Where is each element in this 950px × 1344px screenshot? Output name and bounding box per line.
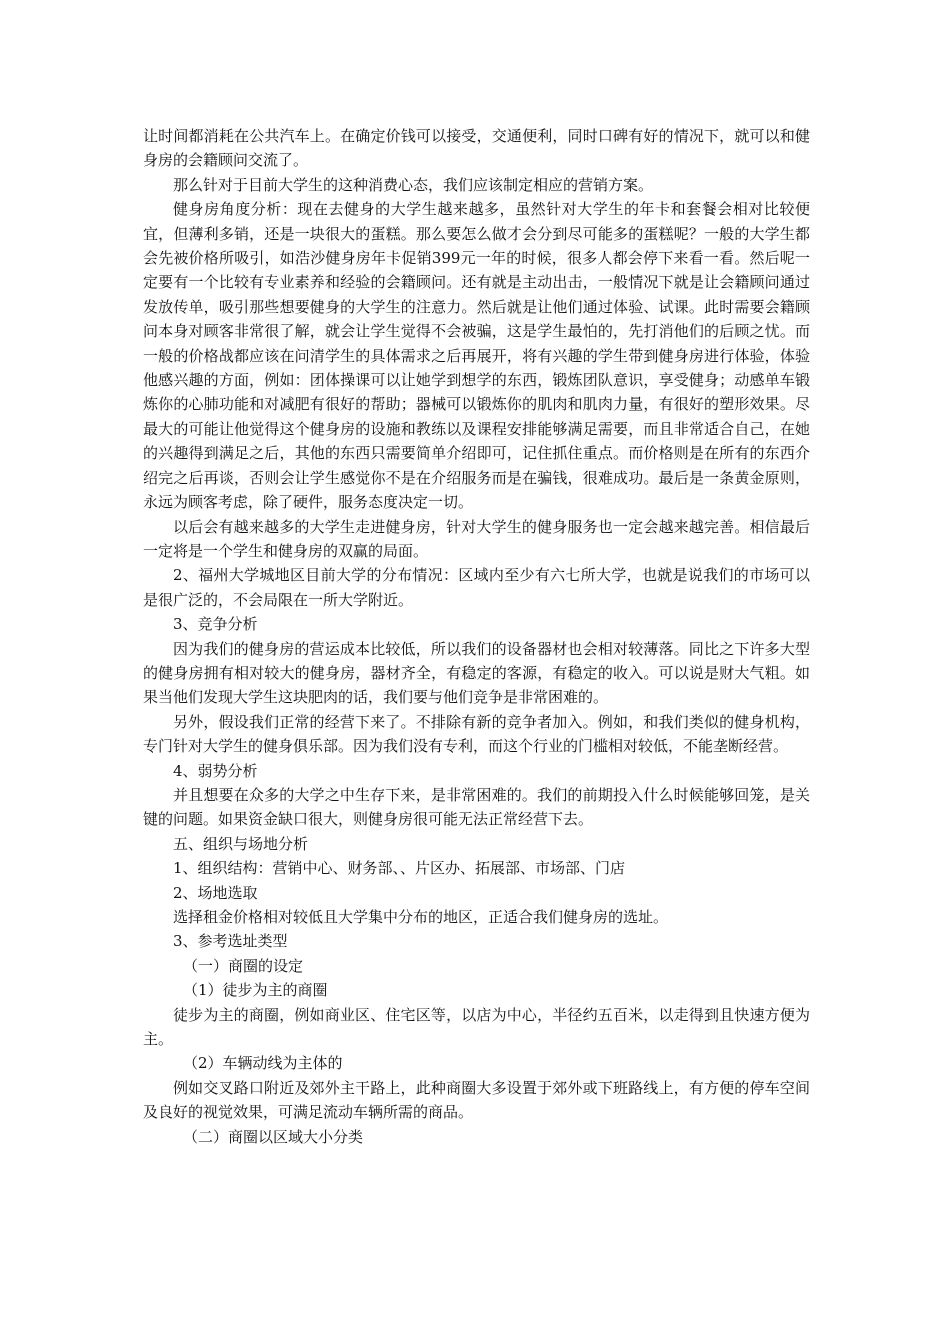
paragraph: （1）徒步为主的商圈 (183, 981, 328, 1000)
paragraph: 因为我们的健身房的营运成本比较低，所以我们的设备器材也会相对较薄落。同比之下许多大型的健身房拥有相对较大的健身房，器材齐全，有稳定的客源，有稳定的收入。可以说是财大气粗。如果当他们发现大学生这块肥肉的话，我们要与他们竞争是非常困难的。 (143, 639, 810, 707)
paragraph: 以后会有越来越多的大学生走进健身房，针对大学生的健身服务也一定会越来越完善。相信最后一定将是一个学生和健身房的双赢的局面。 (143, 517, 810, 560)
paragraph: 3、参考选址类型 (173, 932, 288, 951)
paragraph: 选择租金价格相对较低且大学集中分布的地区，正适合我们健身房的选址。 (173, 908, 669, 926)
paragraph: 那么针对于目前大学生的这种消费心态，我们应该制定相应的营销方案。 (173, 175, 654, 194)
paragraph: （一）商圈的设定 (183, 956, 304, 975)
paragraph: （2）车辆动线为主体的 (183, 1054, 343, 1073)
paragraph: 五、组织与场地分析 (173, 834, 309, 853)
paragraph: 2、福州大学城地区目前大学的分布情况：区域内至少有六七所大学，也就是说我们的市场可以是很广泛的，不会局限在一所大学附近。 (143, 566, 810, 609)
paragraph: 另外，假设我们正常的经营下来了。不排除有新的竞争者加入。例如，和我们类似的健身机构，专门针对大学生的健身俱乐部。因为我们没有专利，而这个行业的门槛相对较低，不能垄断经营。 (143, 712, 810, 756)
paragraph: 4、弱势分析 (173, 761, 258, 780)
paragraph: （二）商圈以区域大小分类 (183, 1127, 364, 1146)
document-body (143, 124, 810, 1149)
paragraph: 3、竞争分析 (173, 615, 258, 634)
paragraph: 徒步为主的商圈，例如商业区、住宅区等，以店为中心，半径约五百米，以走得到且快速方便为主。 (143, 1005, 810, 1049)
paragraph: 例如交叉路口附近及郊外主干路上，此种商圈大多设置于郊外或下班路线上，有方便的停车空间及良好的视觉效果，可满足流动车辆所需的商品。 (143, 1078, 810, 1122)
paragraph: 健身房角度分析：现在去健身的大学生越来越多，虽然针对大学生的年卡和套餐会相对比较便宜，但薄利多销，还是一块很大的蛋糕。那么要怎么做才会分到尽可能多的蛋糕呢？一般的大学生都会先被价格所吸引，如浩沙健身房年卡促销399元一年的时候，很多人都会停下来看一看。然后呢一定要有一个比较有专业素养和经验的会籍顾问。还有就是主动出击，一般情况下就是让会籍顾问通过发放传单，吸引那些想要健身的大学生的注意力。然后就是让他们通过体验、试课。此时需要会籍顾问本身对顾客非常很了解，就会让学生觉得不会被骗，这是学生最怕的，先打消他们的后顾之忧。而一般的价格战都应该在问清学生的具体需求之后再展开，将有兴趣的学生带到健身房进行体验，体验他感兴趣的方面，例如：团体操课可以让她学到想学的东西，锻炼团队意识，享受健身；动感单车锻炼你的心肺功能和对减肥有很好的帮助；器械可以锻炼你的肌肉和肌肉力量，有很好的塑形效果。尽最大的可能让他觉得这个健身房的设施和教练以及课程安排能够满足需要，而且非常适合自己，在她的兴趣得到满足之后，其他的东西只需要简单介绍即可，记住抓住重点。而价格则是在所有的东西介绍完之后再谈，否则会让学生感觉你不是在介绍服务而是在骗钱，很难成功。最后是一条黄金原则，永远为顾客考虑，除了硬件，服务态度决定一切。 (143, 200, 810, 512)
paragraph: 2、场地选取 (173, 883, 258, 902)
paragraph: 并且想要在众多的大学之中生存下来，是非常困难的。我们的前期投入什么时候能够回笼，是关键的问题。如果资金缺口很大，则健身房很可能无法正常经营下去。 (143, 785, 810, 829)
paragraph: 1、组织结构：营销中心、财务部、、片区办、拓展部、市场部、门店 (173, 859, 626, 878)
paragraph: 让时间都消耗在公共汽车上。在确定价钱可以接受，交通便利，同时口碑有好的情况下，就可以和健身房的会籍顾问交流了。 (143, 127, 810, 170)
